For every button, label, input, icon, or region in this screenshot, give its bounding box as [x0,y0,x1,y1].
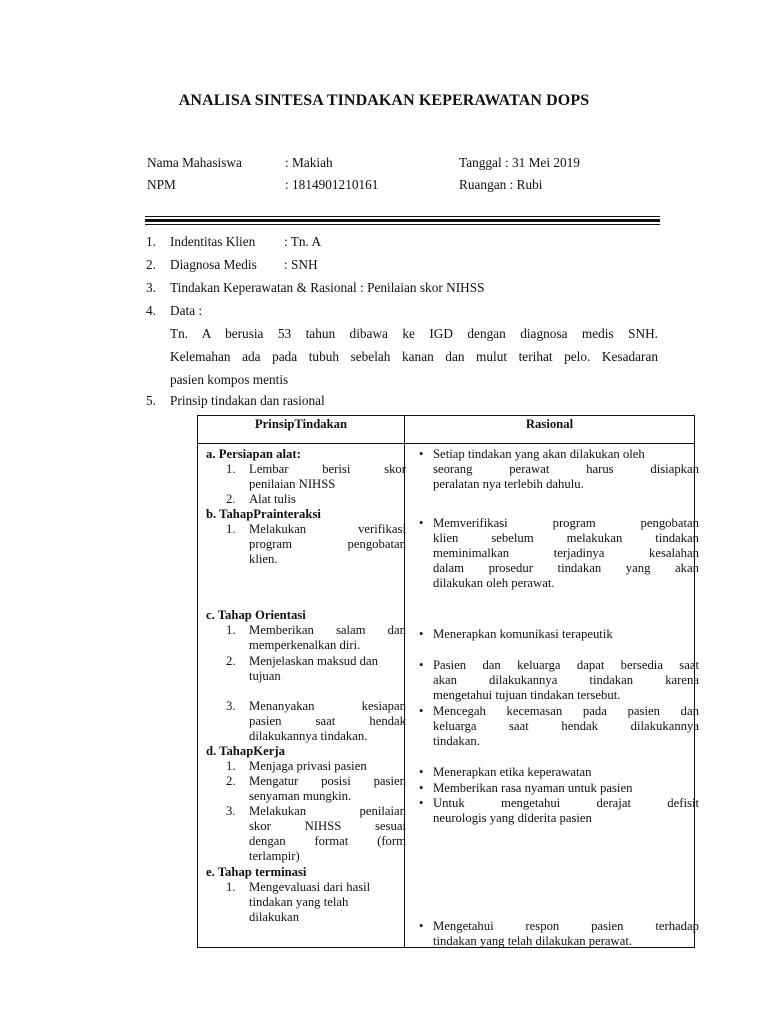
step-line: terlampir) [249,849,300,863]
tanggal-text: Tanggal : 31 Mei 2019 [459,155,580,170]
step-number: 1. [226,759,236,773]
rasional-line: Memberikan rasa nyaman untuk pasien [433,781,633,795]
step-line: dilakukannya tindakan. [249,729,368,743]
step-number: 3. [226,804,236,818]
rasional-line: Menerapkan komunikasi terapeutik [433,627,613,641]
list-text: Tindakan Keperawatan & Rasional : Penilaian skor NIHSS [170,280,485,295]
prinsip-rasional-table [197,415,699,948]
list-item [146,234,661,254]
section-c-heading: c. Tahap Orientasi [206,608,306,622]
step-line: tujuan [249,669,281,683]
rasional-line: meminimalkan terjadinya kesalahan [433,546,699,560]
section-b-heading: b. TahapPrainteraksi [206,507,321,521]
step-line: Mengevaluasi dari hasil [249,880,371,894]
npm-label: NPM [147,177,176,192]
header-divider-bottom [145,224,660,225]
rasional-line: neurologis yang diderita pasien [433,811,592,825]
step-line: Melakukan verifikasi [249,522,406,536]
bullet-icon: • [419,704,424,718]
step-line: program pengobatan [249,537,406,551]
step-number: 1. [226,623,236,637]
rasional-line: tindakan. [433,734,480,748]
rasional-cell [405,444,699,948]
document-title: ANALISA SINTESA TINDAKAN KEPERAWATAN DOPS [178,92,590,109]
step-number: 2. [226,774,236,788]
list-label: Diagnosa Medis [170,257,257,272]
data-line: pasien kompos mentis [170,372,289,387]
bullet-icon: • [419,516,424,530]
step-line: Menjelaskan maksud dan [249,654,378,668]
bullet-icon: • [419,781,424,795]
ruangan-text: Ruangan : Rubi [459,177,543,192]
rasional-line: seorang perawat harus disiapkan [433,462,699,476]
step-line: Menjaga privasi pasien [249,759,367,773]
step-line: skor NIHSS sesuai [249,819,406,833]
bullet-icon: • [419,658,424,672]
section-a-heading: a. Persiapan alat: [206,447,301,461]
section-d-heading: d. TahapKerja [206,744,285,758]
rasional-line: Menerapkan etika keperawatan [433,765,592,779]
list-item [146,393,661,413]
data-line: Kelemahan ada pada tubuh sebelah kanan dan mulut terihat pelo. Kesadaran [170,349,658,364]
rasional-line: keluarga saat hendak dilakukannya [433,719,699,733]
bullet-icon: • [419,765,424,779]
list-text: Data : [170,303,203,318]
list-item [146,257,661,277]
step-line: dilakukan [249,910,300,924]
prinsip-cell [198,444,405,948]
bullet-icon: • [419,796,424,810]
bullet-icon: • [419,919,424,933]
step-line: tindakan yang telah [249,895,349,909]
nama-label: Nama Mahasiswa [147,155,242,170]
rasional-line: Untuk mengetahui derajat defisit [433,796,699,810]
rasional-line: Mengetahui respon pasien terhadap [433,919,699,933]
rasional-line: dalam prosedur tindakan yang akan [433,561,699,575]
list-text: Prinsip tindakan dan rasional [170,393,325,408]
list-item [146,280,661,300]
step-line: senyaman mungkin. [249,789,352,803]
step-line: penilaian NIHSS [249,477,336,491]
rasional-line: tindakan yang telah dilakukan perawat. [433,934,633,948]
list-number: 1. [146,234,156,249]
step-line: memperkenalkan diri. [249,638,361,652]
list-label: Indentitas Klien [170,234,256,249]
bullet-icon: • [419,627,424,641]
step-line: Melakukan penilaian [249,804,406,818]
step-line: Menanyakan kesiapan [249,699,406,713]
step-line: Lembar berisi skor [249,462,406,476]
header-divider-thick [145,219,660,222]
npm-value: : 1814901210161 [285,177,379,192]
step-number: 1. [226,522,236,536]
table-row [198,444,695,948]
header-rasional: Rasional [405,416,695,444]
bullet-icon: • [419,447,424,461]
list-number: 4. [146,303,156,318]
step-number: 3. [226,699,236,713]
header-divider-top [145,216,660,217]
step-line: dengan format (form [249,834,406,848]
step-line: klien. [249,552,278,566]
nama-value: : Makiah [285,155,333,170]
table-header-row [198,416,695,444]
list-number: 2. [146,257,156,272]
step-number: 1. [226,462,236,476]
data-line: Tn. A berusia 53 tahun dibawa ke IGD dengan diagnosa medis SNH. [170,326,658,341]
step-line: Alat tulis [249,492,296,506]
list-item [146,303,661,323]
step-line: Mengatur posisi pasien [249,774,406,788]
rasional-line: akan dilakukannya tindakan karena [433,673,699,687]
step-number: 2. [226,492,236,506]
list-value: : Tn. A [284,234,322,249]
step-number: 1. [226,880,236,894]
step-number: 2. [226,654,236,668]
rasional-line: Pasien dan keluarga dapat bersedia saat [433,658,699,672]
rasional-line: mengetahui tujuan tindakan tersebut. [433,688,621,702]
step-line: pasien saat hendak [249,714,406,728]
rasional-line: peralatan nya terlebih dahulu. [433,477,584,491]
rasional-line: klien sebelum melakukan tindakan [433,531,699,545]
list-number: 5. [146,393,156,408]
list-value: : SNH [284,257,318,272]
list-number: 3. [146,280,156,295]
rasional-line: dilakukan oleh perawat. [433,576,555,590]
rasional-line: Setiap tindakan yang akan dilakukan oleh [433,447,645,461]
section-e-heading: e. Tahap terminasi [206,865,307,879]
rasional-line: Mencegah kecemasan pada pasien dan [433,704,699,718]
step-line: Memberikan salam dan [249,623,406,637]
rasional-line: Memverifikasi program pengobatan [433,516,699,530]
data-paragraph [170,322,658,391]
header-prinsip: PrinsipTindakan [198,416,405,444]
